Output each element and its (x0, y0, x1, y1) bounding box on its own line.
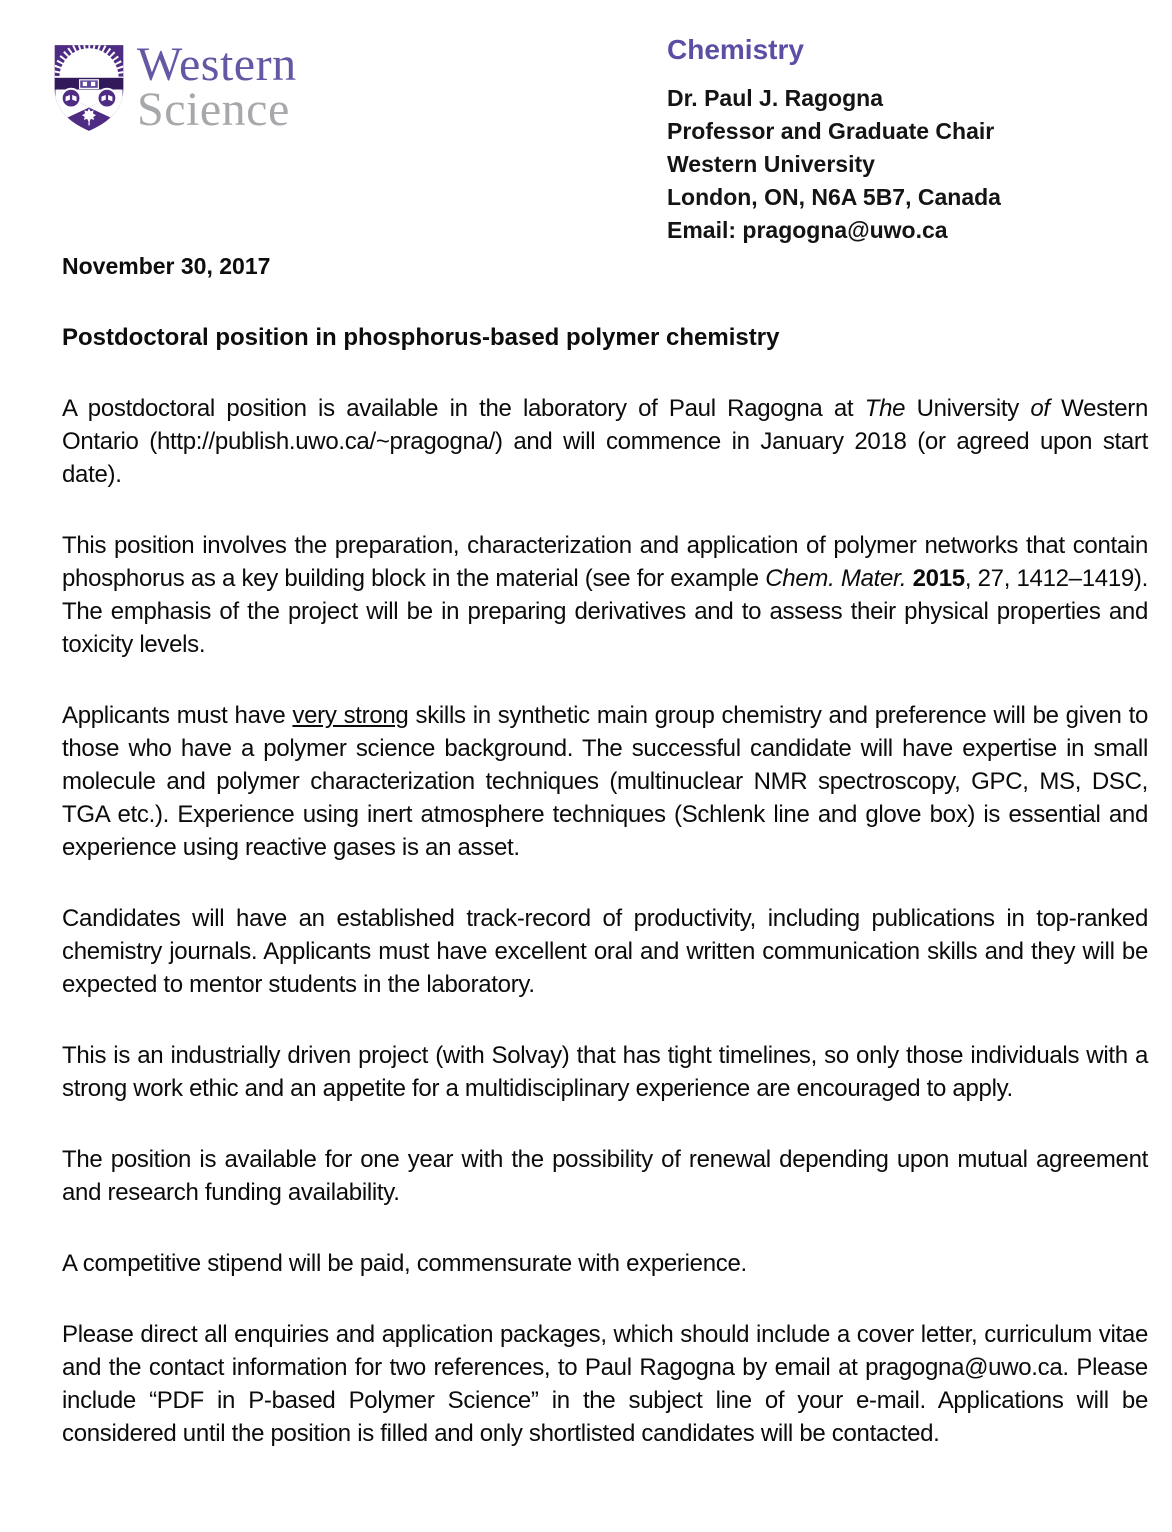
body-paragraph (62, 529, 1148, 661)
text-run: Please direct all enquiries and application packages, which should include a cover letter, curriculum vitae and the contact information for two references, to Paul Ragogna by email at pragogna@uwo.ca. Please include “PDF in P-based Polymer Science” in the subject line of your e-mail. Applications will be considered until the position is filled and only shortlisted candidates will be contacted. (62, 1321, 1148, 1447)
western-shield-icon (50, 38, 128, 138)
text-run: University (905, 395, 1031, 422)
header-contact-block (667, 34, 1001, 247)
text-run: This position involves the preparation, characterization and application of polymer networks that contain phosphorus as a key building block in the material (see for example (62, 532, 1148, 592)
text-run: Candidates will have an established track-record of productivity, including publications in top-ranked chemistry journals. Applicants must have excellent oral and written communication skills and they will be expected to mentor students in the laboratory. (62, 905, 1148, 998)
letter-body (62, 250, 1148, 1450)
contact-line: Email: pragogna@uwo.ca (667, 217, 948, 243)
university-wordmark (137, 38, 297, 136)
body-paragraph (62, 699, 1148, 864)
text-run: of (1030, 395, 1050, 422)
university-logo (50, 38, 297, 138)
wordmark-science: Science (137, 83, 290, 136)
letter-title: Postdoctoral position in phosphorus-based polymer chemistry (62, 324, 780, 351)
department-title: Chemistry (667, 34, 804, 65)
text-run: The position is available for one year with the possibility of renewal depending upon mutual agreement and research funding availability. (62, 1146, 1148, 1206)
contact-block (667, 82, 1001, 247)
text-run: The (864, 395, 906, 422)
contact-line: Western University (667, 151, 875, 177)
text-run: A competitive stipend will be paid, commensurate with experience. (62, 1250, 747, 1277)
text-run: Western Ontario (http://publish.uwo.ca/~pragogna/) and will commence in January 2018 (or agreed upon start date). (62, 395, 1148, 488)
text-run: A postdoctoral position is available in the laboratory of Paul Ragogna at (62, 395, 865, 422)
contact-line: London, ON, N6A 5B7, Canada (667, 184, 1001, 210)
body-paragraph (62, 392, 1148, 491)
body-paragraph (62, 902, 1148, 1001)
letter-date: November 30, 2017 (62, 253, 271, 279)
contact-line: Professor and Graduate Chair (667, 118, 995, 144)
text-run: Chem. Mater. (765, 565, 907, 592)
text-run: 2015 (912, 565, 965, 592)
body-paragraph (62, 1039, 1148, 1105)
contact-line: Dr. Paul J. Ragogna (667, 85, 883, 111)
text-run: This is an industrially driven project (with Solvay) that has tight timelines, so only those individuals with a strong work ethic and an appetite for a multidisciplinary experience are encouraged to apply. (62, 1042, 1148, 1102)
wordmark-western: Western (137, 38, 297, 91)
body-paragraph (62, 1318, 1148, 1450)
body-paragraph (62, 1247, 1148, 1280)
text-run: , 27, 1412–1419). The emphasis of the project will be in preparing derivatives and to assess their physical properties and toxicity levels. (62, 565, 1148, 658)
text-run: Applicants must have (62, 702, 293, 729)
text-run: skills in synthetic main group chemistry and preference will be given to those who have a polymer science background. The successful candidate will have expertise in small molecule and polymer characterization techniques (multinuclear NMR spectroscopy, GPC, MS, DSC, TGA etc.). Experience using inert atmosphere techniques (Schlenk line and glove box) is essential and experience using reactive gases is an asset. (62, 702, 1148, 861)
letter-paragraphs (62, 392, 1148, 1450)
text-run: very strong (292, 702, 409, 729)
body-paragraph (62, 1143, 1148, 1209)
